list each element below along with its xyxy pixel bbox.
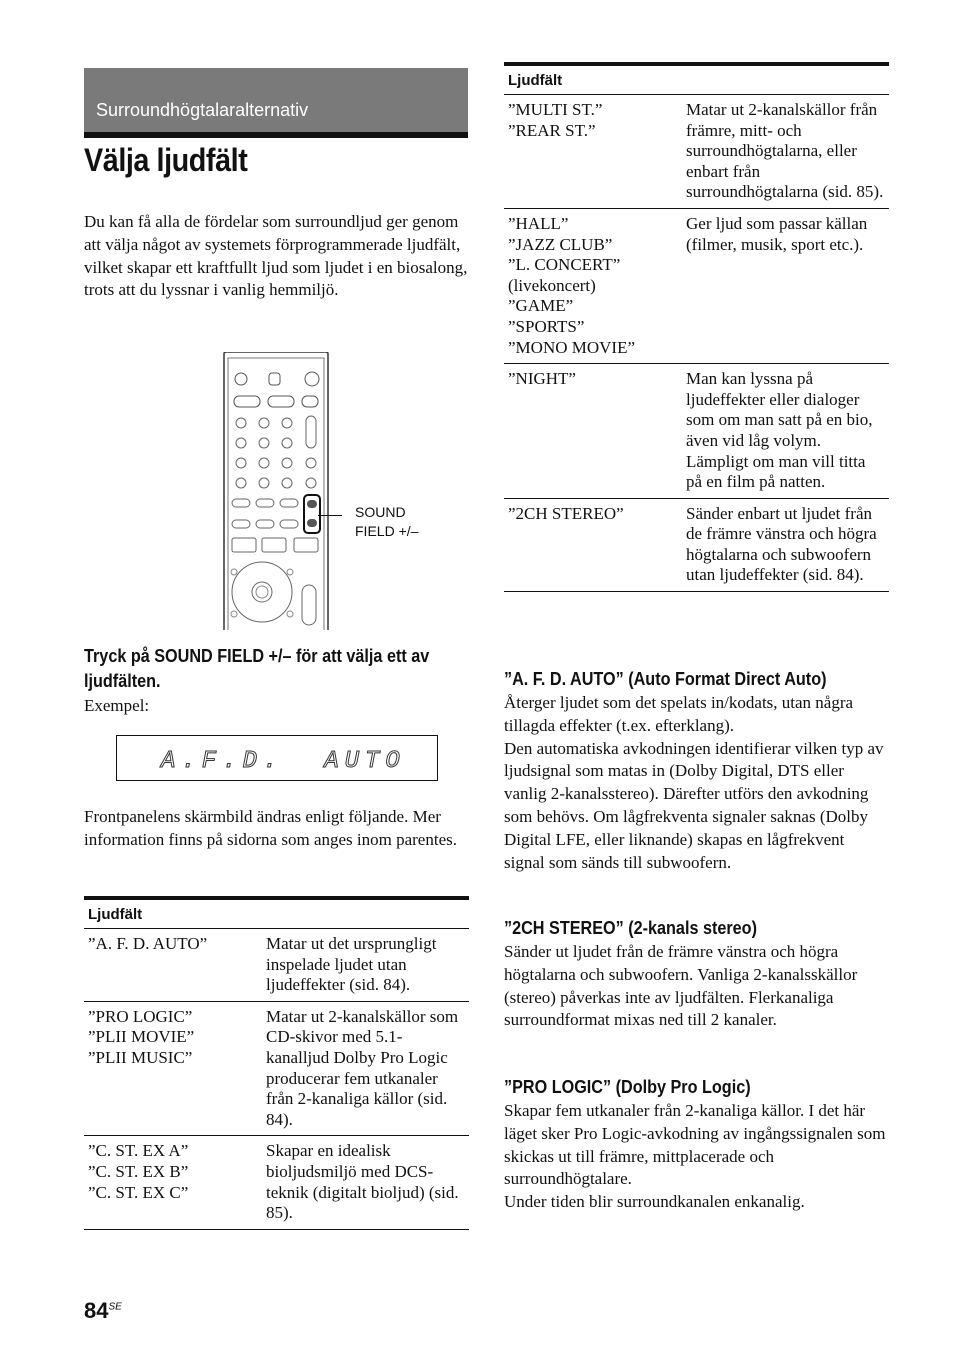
section-heading: ”PRO LOGIC” (Dolby Pro Logic)	[504, 1077, 751, 1097]
display-change-paragraph: Frontpanelens skärmbild ändras enligt följande. Mer information finns på sidorna som anges inom parentes.	[84, 807, 457, 849]
table-row	[504, 208, 889, 363]
section-heading: ”2CH STEREO” (2-kanals stereo)	[504, 918, 757, 938]
remote-control-illustration	[222, 352, 330, 630]
section-body: Återger ljudet som det spelats in/kodats, utan några tillagda effekter (t.ex. efterklang). Den automatiska avkodningen identifierar vilken typ av ljudsignal som matas in (Dolby Digital, DTS eller vanlig 2-kanalsstereo). Därefter utförs den avkodning som behövs. Om lågfrekventa signaler saknas (Dolby Digital LFE, eller liknande) skapas en lågfrekvent signal som sänds till subwoofern.	[504, 693, 884, 872]
table-header: Ljudfält	[504, 64, 889, 95]
table-row	[84, 1136, 469, 1229]
display-text: A.F.D. AUTO	[161, 748, 406, 775]
section-heading: ”A. F. D. AUTO” (Auto Format Direct Auto)	[504, 669, 827, 689]
2ch-stereo-section	[504, 918, 888, 1032]
afd-auto-section	[504, 669, 888, 874]
table-row	[84, 1001, 469, 1136]
page-suffix: SE	[108, 1301, 122, 1313]
table-header: Ljudfält	[84, 898, 469, 929]
table-row	[504, 498, 889, 591]
sound-field-name: ”A. F. D. AUTO”	[84, 929, 262, 1002]
sound-field-description: Ger ljud som passar källan (filmer, musik, sport etc.).	[682, 208, 889, 363]
sound-field-description: Matar ut det ursprungligt inspelade ljudet utan ljudeffekter (sid. 84).	[262, 929, 469, 1002]
section-body: Skapar fem utkanaler från 2-kanaliga källor. I det här läget sker Pro Logic-avkodning av ingångssignalen som skickas ut till främre, mittplacerade och surroundhögtalare. Under tiden blir surroundkanalen enkanalig.	[504, 1101, 886, 1212]
intro-paragraph: Du kan få alla de fördelar som surroundljud ger genom att välja något av systemets förprogrammerade ljudfält, vilket skapar ett kraftfullt ljud som ljudet i en biosalong, trots att du lyssnar i vanlig hemmiljö.	[84, 212, 468, 300]
sound-field-description: Sänder enbart ut ljudet från de främre vänstra och högra högtalarna och subwoofern utan ljudeffekter (sid. 84).	[682, 498, 889, 591]
sound-field-name: ”HALL” ”JAZZ CLUB” ”L. CONCERT” (livekoncert) ”GAME” ”SPORTS” ”MONO MOVIE”	[504, 208, 682, 363]
page-number-value: 84	[84, 1298, 109, 1323]
page-title: Välja ljudfält	[84, 142, 248, 178]
page-number	[84, 1298, 122, 1324]
callout-line-1: SOUND	[355, 504, 406, 520]
sound-field-name: ”C. ST. EX A” ”C. ST. EX B” ”C. ST. EX C”	[84, 1136, 262, 1229]
pro-logic-section	[504, 1077, 888, 1214]
sound-field-description: Man kan lyssna på ljudeffekter eller dialoger som om man satt på en bio, även vid låg volym. Lämpligt om man vill titta på en film på natten.	[682, 364, 889, 499]
sound-field-callout	[355, 503, 418, 541]
table-row	[84, 929, 469, 1002]
section-title: Surroundhögtalaralternativ	[96, 100, 309, 120]
callout-line-2: FIELD +/–	[355, 523, 419, 539]
sound-field-name: ”2CH STEREO”	[504, 498, 682, 591]
sound-field-name: ”PRO LOGIC” ”PLII MOVIE” ”PLII MUSIC”	[84, 1001, 262, 1136]
sound-field-description: Matar ut 2-kanalskällor från främre, mitt- och surroundhögtalarna, eller enbart från surroundhögtalarna (sid. 85).	[682, 95, 889, 209]
sound-field-table-right	[504, 62, 889, 592]
sound-field-name: ”NIGHT”	[504, 364, 682, 499]
sound-field-name: ”MULTI ST.” ”REAR ST.”	[504, 95, 682, 209]
callout-line	[318, 515, 342, 516]
table-row	[504, 95, 889, 209]
table-row	[504, 364, 889, 499]
sound-field-description: Skapar en idealisk bioljudsmiljö med DCS-teknik (digitalt bioljud) (sid. 85).	[262, 1136, 469, 1229]
section-banner	[84, 68, 468, 138]
front-panel-display	[116, 735, 438, 781]
step-instruction: Tryck på SOUND FIELD +/– för att välja ett av ljudfälten.	[84, 646, 430, 691]
section-body: Sänder ut ljudet från de främre vänstra och högra högtalarna och subwoofern. Vanliga 2-kanalsskällor (stereo) påverkas inte av ljudfälten. Flerkanaliga surroundformat mixas ned till 2 kanaler.	[504, 942, 858, 1030]
sound-field-description: Matar ut 2-kanalskällor som CD-skivor med 5.1-kanalljud Dolby Pro Logic producerar fem utkanaler från 2-kanaliga källor (sid. 84).	[262, 1001, 469, 1136]
example-label: Exempel:	[84, 696, 150, 715]
sound-field-table-left	[84, 896, 469, 1230]
